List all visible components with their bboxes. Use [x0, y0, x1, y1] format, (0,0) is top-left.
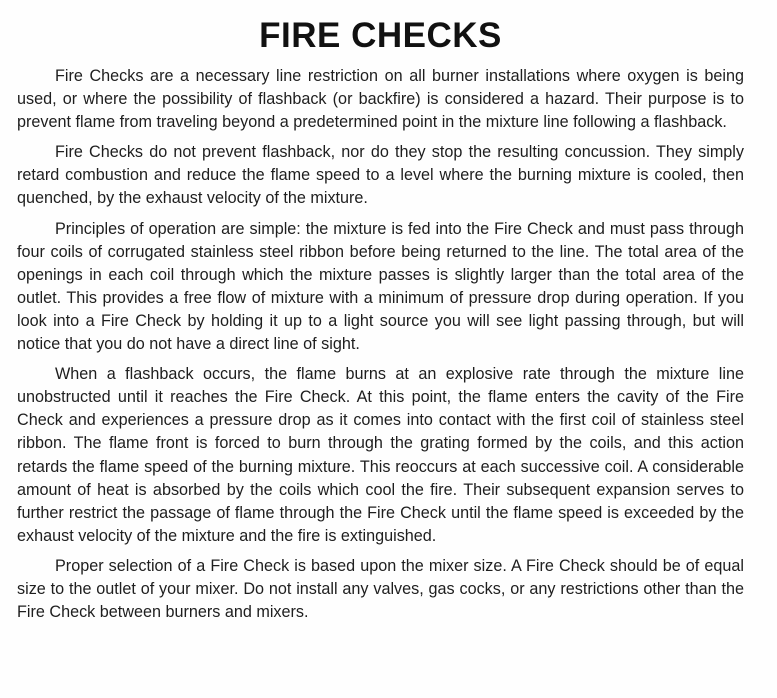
page-title: FIRE CHECKS [259, 16, 502, 55]
paragraph-purpose: Fire Checks are a necessary line restriction on all burner installations where oxygen is being used, or where the possibility of flashback (or backfire) is considered a hazard. Their purpose is to prevent flame from traveling beyond a predetermined point in the mixture line following a flashback. [17, 67, 744, 132]
paragraph-principles: Principles of operation are simple: the mixture is fed into the Fire Check and must pass through four coils of corrugated stainless steel ribbon before being returned to the line. The total area of the openings in each coil through which the mixture passes is slightly larger than the total area of the outlet. This provides a free flow of mixture with a minimum of pressure drop during operation. If you look into a Fire Check by holding it up to a light source you will see light passing through, but will notice that you do not have a direct line of sight. [17, 219, 744, 354]
paragraph-selection: Proper selection of a Fire Check is based upon the mixer size. A Fire Check should be of equal size to the outlet of your mixer. Do not install any valves, gas cocks, or any restrictions other than the Fire Check between burners and mixers. [17, 556, 744, 622]
paragraph-flashback: When a flashback occurs, the flame burns at an explosive rate through the mixture line unobstructed until it reaches the Fire Check. At this point, the flame enters the cavity of the Fire Check and experiences a pressure drop as it comes into contact with the first coil of stainless steel ribbon. The flame front is forced to burn through the grating formed by the coils, and this action retards the flame speed of the burning mixture. This reoccurs at each successive coil. A considerable amount of heat is absorbed by the coils which cool the fire. Their subsequent expansion serves to further restrict the passage of flame through the Fire Check until the flame speed is exceeded by the exhaust velocity of the mixture and the fire is extinguished. [17, 365, 744, 545]
paragraph-function: Fire Checks do not prevent flashback, nor do they stop the resulting concussion. They simply retard combustion and reduce the flame speed to a level where the burning mixture is cooled, then quenched, by the exhaust velocity of the mixture. [17, 143, 744, 208]
